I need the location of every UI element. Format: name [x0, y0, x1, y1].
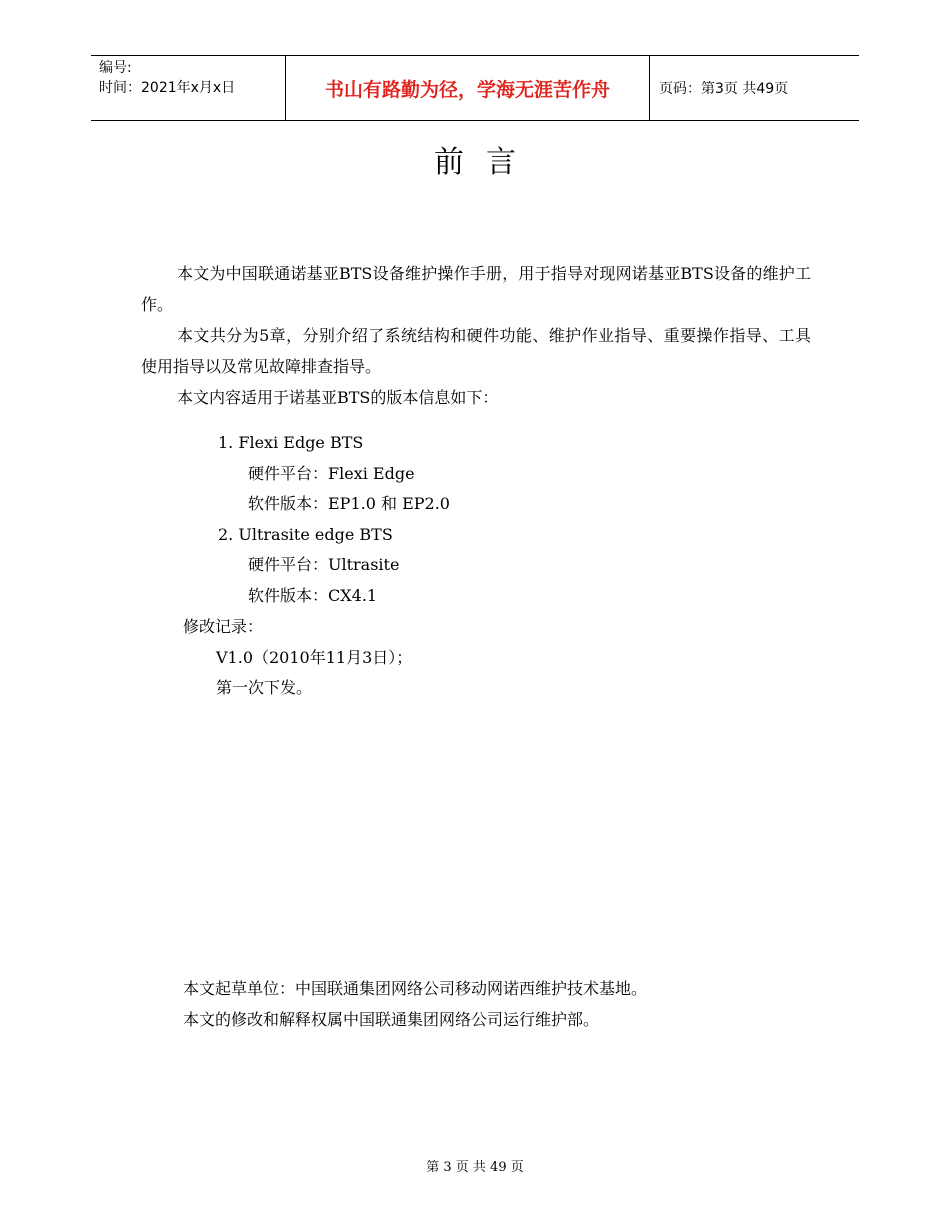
document-number-label: 编号:: [99, 60, 132, 76]
version-item-software: 软件版本：CX4.1: [248, 585, 378, 605]
interpretation-rights: 本文的修改和解释权属中国联通集团网络公司运行维护部。: [183, 1010, 600, 1029]
revision-record: [183, 612, 412, 704]
header-page-code: [650, 56, 859, 120]
paragraph-versions-intro: 本文内容适用于诺基亚BTS的版本信息如下：: [177, 388, 499, 407]
version-item-platform: 硬件平台：Flexi Edge: [248, 463, 415, 483]
motto-text: 书山有路勤为径，学海无涯苦作舟: [324, 78, 610, 101]
revision-entry: V1.0（2010年11月3日）；: [216, 647, 413, 667]
paragraph-chapters: 本文共分为5章，分别介绍了系统结构和硬件功能、维护作业指导、重要操作指导、工具使用指导以及常见故障排查指导。: [141, 326, 811, 376]
header-meta: [91, 56, 286, 120]
version-item-software: 软件版本：EP1.0 和 EP2.0: [248, 494, 450, 513]
paragraph-purpose: 本文为中国联通诺基亚BTS设备维护操作手册，用于指导对现网诺基亚BTS设备的维护工作。: [141, 264, 811, 314]
version-item-platform: 硬件平台：Ultrasite: [248, 555, 400, 574]
version-item-name: 2. Ultrasite edge BTS: [218, 524, 393, 544]
intro-section: [141, 258, 811, 413]
version-list: [218, 428, 450, 611]
drafting-unit: 本文起草单位：中国联通集团网络公司移动网诺西维护技术基地。: [183, 979, 648, 998]
revision-note: 第一次下发。: [216, 678, 313, 697]
revision-label: 修改记录：: [183, 617, 264, 636]
document-time-label: 时间：2021年x月x日: [99, 80, 236, 96]
page-header: [91, 55, 859, 121]
version-item-name: 1. Flexi Edge BTS: [218, 433, 364, 452]
page-code-text: 页码：第3页 共49页: [659, 81, 789, 97]
document-authority: [183, 973, 647, 1035]
page-footer: 第 3 页 共 49 页: [426, 1160, 524, 1175]
page-title: 前言: [434, 145, 538, 180]
header-motto: [286, 56, 650, 120]
